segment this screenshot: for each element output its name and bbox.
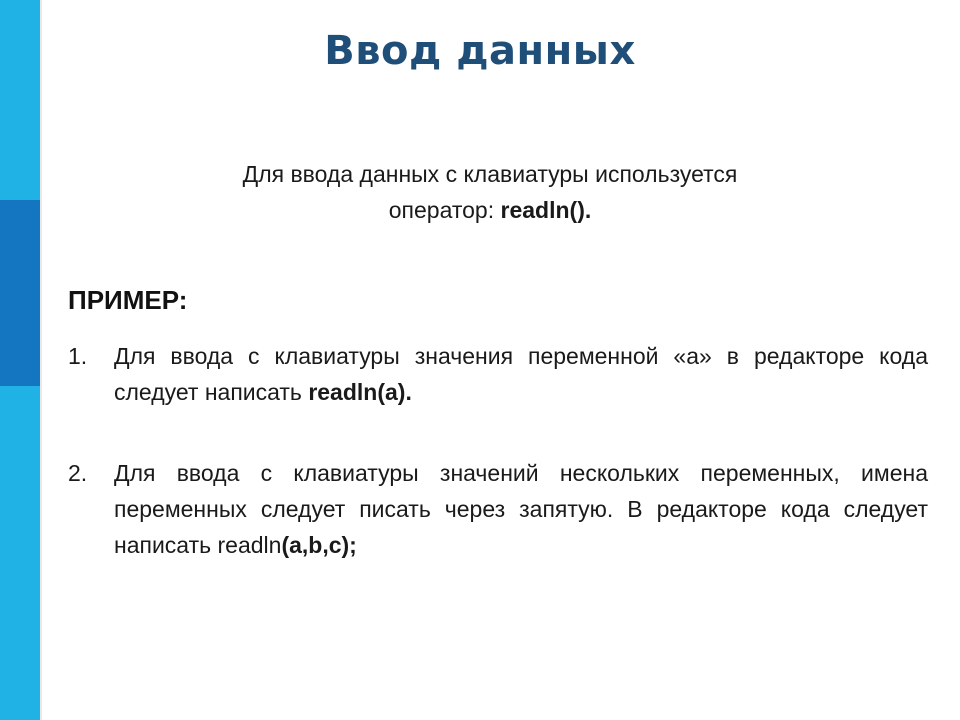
intro-line-2-text: оператор: [388,197,501,223]
list-item-code: (a,b,c); [281,532,357,558]
intro-code: readln(). [500,197,592,223]
list-item-body [114,455,928,563]
list-item [68,338,928,418]
side-accent-bar-highlight [0,200,40,386]
list-item-code: readln(a). [308,379,412,405]
intro-paragraph [100,156,880,228]
intro-line-2 [100,192,880,228]
list-item-number: 2. [68,460,88,486]
example-heading: ПРИМЕР: [68,285,188,315]
side-bar-divider [40,0,42,720]
intro-line-1: Для ввода данных с клавиатуры используется [242,161,738,187]
list-item-text: Для ввода с клавиатуры значений нескольких переменных, имена переменных следует писать через запятую. В редакторе кода следует написать readln [114,460,928,558]
list-item [68,455,928,575]
list-item-number: 1. [68,343,88,369]
list-item-body [114,338,928,410]
slide-title: Ввод данных [324,28,636,74]
list-item-text: Для ввода с клавиатуры значения переменной «а» в редакторе кода следует написать [114,343,928,405]
